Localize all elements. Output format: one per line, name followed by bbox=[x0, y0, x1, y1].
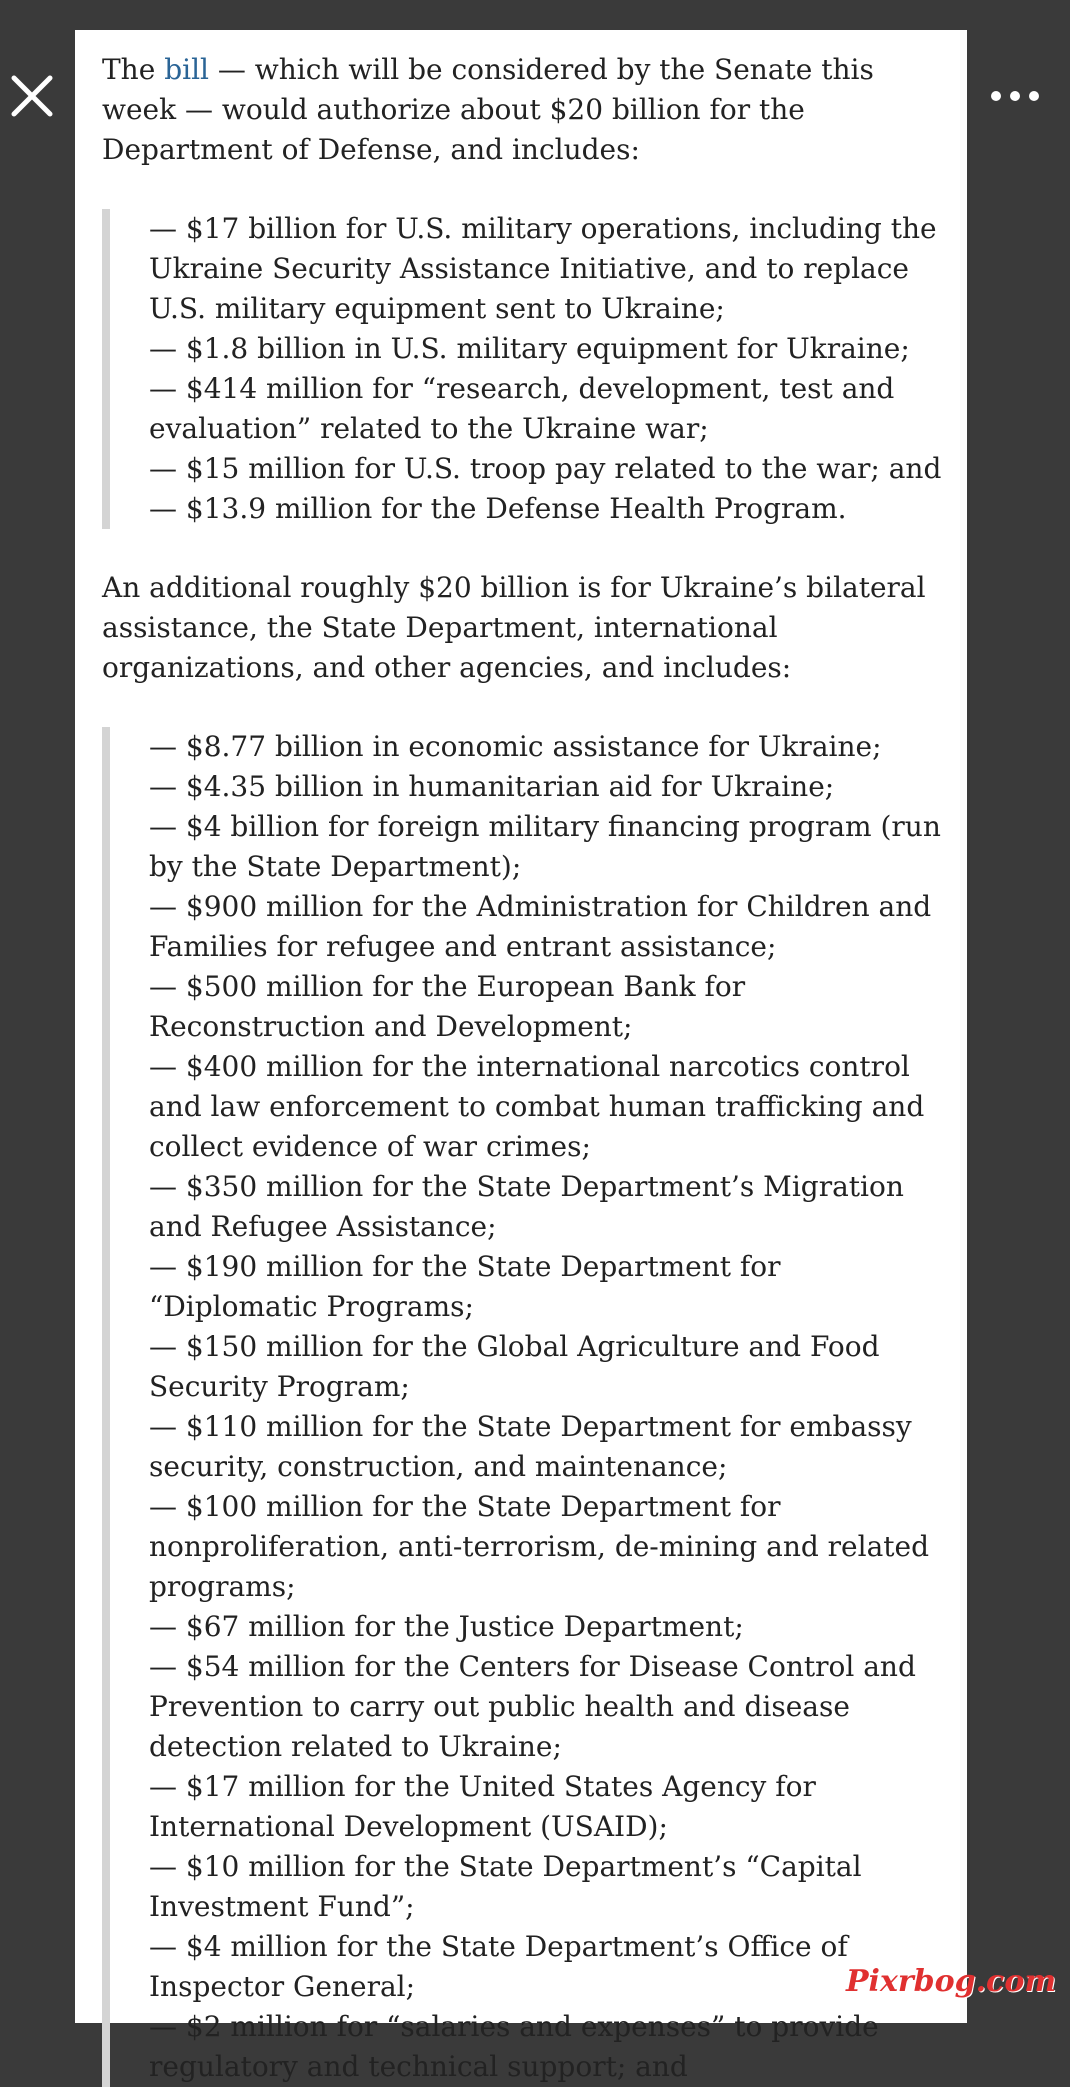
more-options-button[interactable] bbox=[960, 56, 1070, 136]
defense-list-blockquote bbox=[102, 209, 945, 529]
list-item: — $1.8 billion in U.S. military equipment for Ukraine; bbox=[149, 332, 910, 365]
close-icon bbox=[10, 74, 54, 118]
list-item: — $500 million for the European Bank for Reconstruction and Development; bbox=[149, 970, 746, 1043]
list-item: — $900 million for the Administration for Children and Families for refugee and entrant assistance; bbox=[149, 890, 932, 963]
article-body bbox=[75, 30, 967, 2083]
list-item: — $4.35 billion in humanitarian aid for Ukraine; bbox=[149, 770, 835, 803]
list-item: — $4 million for the State Department’s Office of Inspector General; bbox=[149, 1930, 848, 2003]
list-item: — $190 million for the State Department for “Diplomatic Programs; bbox=[149, 1250, 781, 1323]
list-item: — $4 billion for foreign military financing program (run by the State Department); bbox=[149, 810, 941, 883]
list-item: — $2 million for “salaries and expenses” to provide regulatory and technical support; and bbox=[149, 2010, 879, 2083]
bill-link[interactable]: bill bbox=[164, 53, 209, 86]
list-item: — $17 million for the United States Agency for International Development (USAID); bbox=[149, 1770, 816, 1843]
list-item: — $17 billion for U.S. military operations, including the Ukraine Security Assistance Initiative, and to replace U.S. military equipment sent to Ukraine; bbox=[149, 212, 937, 325]
list-item: — $100 million for the State Department for nonproliferation, anti-terrorism, de-mining and related programs; bbox=[149, 1490, 930, 1603]
list-item: — $110 million for the State Department for embassy security, construction, and maintenance; bbox=[149, 1410, 912, 1483]
list-item: — $67 million for the Justice Department; bbox=[149, 1610, 744, 1643]
more-icon bbox=[990, 90, 1040, 102]
paragraph-intro: The bill — which will be considered by the Senate this week — would authorize about $20 billion for the Department of Defense, and includes: bbox=[102, 53, 874, 166]
list-item: — $13.9 million for the Defense Health Program. bbox=[149, 492, 847, 525]
paragraph-additional: An additional roughly $20 billion is for Ukraine’s bilateral assistance, the State Department, international organizations, and other agencies, and includes: bbox=[102, 571, 926, 684]
assistance-list-blockquote bbox=[102, 727, 945, 2087]
list-item: — $414 million for “research, development, test and evaluation” related to the Ukraine war; bbox=[149, 372, 895, 445]
list-item: — $8.77 billion in economic assistance for Ukraine; bbox=[149, 730, 882, 763]
list-item: — $400 million for the international narcotics control and law enforcement to combat human trafficking and collect evidence of war crimes; bbox=[149, 1050, 925, 1163]
list-item: — $10 million for the State Department’s “Capital Investment Fund”; bbox=[149, 1850, 862, 1923]
list-item: — $350 million for the State Department’s Migration and Refugee Assistance; bbox=[149, 1170, 904, 1243]
list-item: — $150 million for the Global Agriculture and Food Security Program; bbox=[149, 1330, 880, 1403]
close-button[interactable] bbox=[0, 56, 79, 136]
list-item: — $15 million for U.S. troop pay related to the war; and bbox=[149, 452, 942, 485]
watermark: Pixrbog.com bbox=[846, 1964, 1057, 1999]
list-item: — $54 million for the Centers for Disease Control and Prevention to carry out public health and disease detection related to Ukraine; bbox=[149, 1650, 916, 1763]
